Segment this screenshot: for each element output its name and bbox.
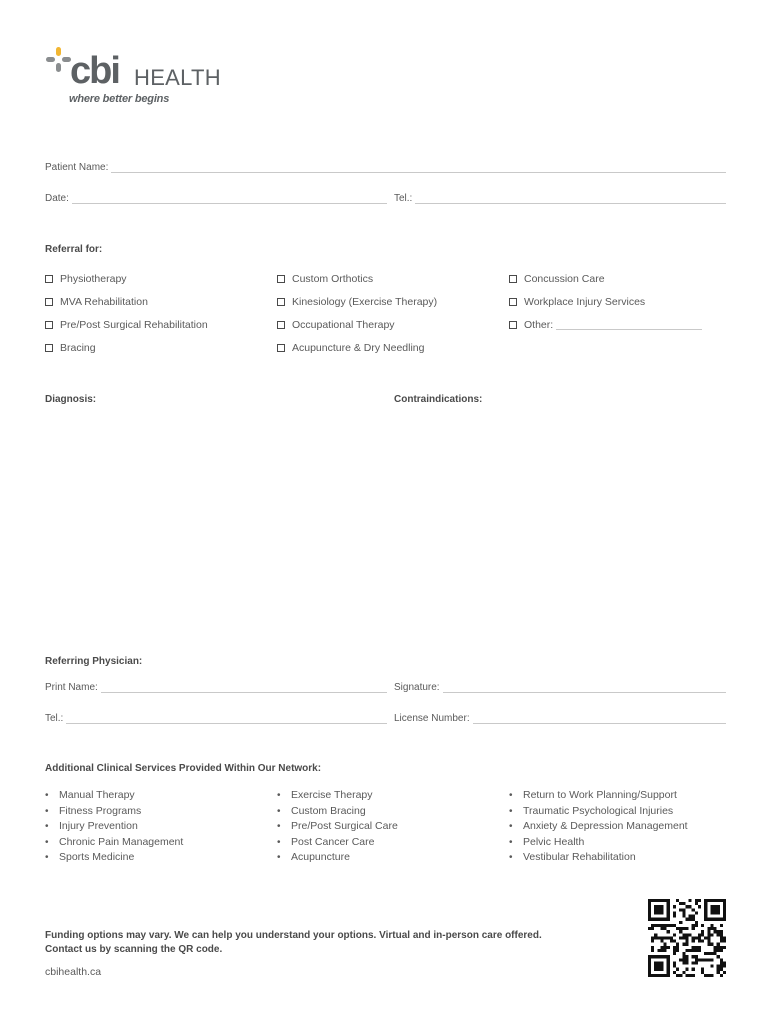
checkbox-square-icon[interactable] xyxy=(277,344,285,352)
checkbox-bracing[interactable] xyxy=(45,341,208,355)
funding-note-line-2: Contact us by scanning the QR code. xyxy=(45,944,223,955)
checkbox-square-icon[interactable] xyxy=(277,298,285,306)
signature-field[interactable] xyxy=(394,682,726,693)
patient-tel-line[interactable] xyxy=(415,195,726,204)
service-label: Anxiety & Depression Management xyxy=(523,820,688,832)
service-label: Pre/Post Surgical Care xyxy=(291,820,398,832)
contraindications-label: Contraindications: xyxy=(394,394,483,405)
checkbox-square-icon[interactable] xyxy=(45,298,53,306)
checkbox-other[interactable] xyxy=(509,318,702,332)
list-item xyxy=(509,819,688,835)
referral-column-2 xyxy=(277,272,437,355)
patient-name-field[interactable] xyxy=(45,162,726,173)
bullet-icon: • xyxy=(277,790,281,801)
referral-column-3 xyxy=(509,272,702,332)
list-item xyxy=(45,788,183,804)
list-item xyxy=(45,804,183,820)
checkbox-kinesiology[interactable] xyxy=(277,295,437,309)
date-field[interactable] xyxy=(45,193,387,204)
checkbox-square-icon[interactable] xyxy=(45,275,53,283)
checkbox-square-icon[interactable] xyxy=(509,275,517,283)
services-column-2 xyxy=(277,788,398,866)
bullet-icon: • xyxy=(45,836,49,848)
list-item xyxy=(509,788,688,804)
checkbox-label: MVA Rehabilitation xyxy=(60,296,148,308)
logo-wordmark: cbi xyxy=(70,50,119,92)
service-label: Sports Medicine xyxy=(59,851,135,863)
referral-heading: Referral for: xyxy=(45,244,103,255)
funding-note-line-1: Funding options may vary. We can help you understand your options. Virtual and in-person care offered. xyxy=(45,930,542,941)
bullet-icon: • xyxy=(277,821,281,832)
checkbox-acupuncture[interactable] xyxy=(277,341,437,355)
service-label: Return to Work Planning/Support xyxy=(523,789,677,801)
date-line[interactable] xyxy=(72,195,387,204)
license-number-label: License Number: xyxy=(394,713,470,724)
logo-tagline: where better begins xyxy=(69,93,170,105)
checkbox-label: Occupational Therapy xyxy=(292,319,395,331)
bullet-icon: • xyxy=(509,852,513,863)
checkbox-workplace-injury[interactable] xyxy=(509,295,702,309)
date-label: Date: xyxy=(45,193,69,204)
website-link[interactable]: cbihealth.ca xyxy=(45,966,102,978)
patient-name-line[interactable] xyxy=(111,164,726,173)
list-item xyxy=(277,788,398,804)
list-item xyxy=(45,850,183,866)
checkbox-label: Pre/Post Surgical Rehabilitation xyxy=(60,319,208,331)
bullet-icon: • xyxy=(509,821,513,832)
checkbox-label: Bracing xyxy=(60,342,96,354)
checkbox-square-icon[interactable] xyxy=(45,344,53,352)
list-item xyxy=(277,835,398,851)
bullet-icon: • xyxy=(509,836,513,848)
service-label: Custom Bracing xyxy=(291,804,366,817)
services-column-3 xyxy=(509,788,688,866)
patient-name-label: Patient Name: xyxy=(45,162,109,173)
list-item xyxy=(509,850,688,866)
list-item xyxy=(45,835,183,851)
license-number-field[interactable] xyxy=(394,713,726,724)
service-label: Manual Therapy xyxy=(59,789,135,801)
bullet-icon: • xyxy=(509,790,513,801)
physician-tel-line[interactable] xyxy=(66,715,387,724)
checkbox-custom-orthotics[interactable] xyxy=(277,272,437,286)
signature-line[interactable] xyxy=(443,684,726,693)
checkbox-square-icon[interactable] xyxy=(45,321,53,329)
diagnosis-label: Diagnosis: xyxy=(45,394,97,405)
service-label: Acupuncture xyxy=(291,851,350,863)
bullet-icon: • xyxy=(277,852,281,863)
bullet-icon: • xyxy=(45,805,49,817)
contraindications-area[interactable] xyxy=(394,410,724,640)
physician-tel-field[interactable] xyxy=(45,713,387,724)
checkbox-label: Concussion Care xyxy=(524,273,605,285)
referral-column-1 xyxy=(45,272,208,355)
checkbox-physiotherapy[interactable] xyxy=(45,272,208,286)
list-item xyxy=(509,835,688,851)
physician-heading: Referring Physician: xyxy=(45,656,143,667)
print-name-line[interactable] xyxy=(101,684,387,693)
checkbox-mva-rehabilitation[interactable] xyxy=(45,295,208,309)
checkbox-label: Other: xyxy=(524,319,554,331)
list-item xyxy=(277,804,398,820)
bullet-icon: • xyxy=(277,805,281,817)
service-label: Exercise Therapy xyxy=(291,789,373,801)
checkbox-occupational-therapy[interactable] xyxy=(277,318,437,332)
patient-tel-label: Tel.: xyxy=(394,193,413,204)
diagnosis-area[interactable] xyxy=(45,410,375,640)
service-label: Injury Prevention xyxy=(59,820,138,832)
checkbox-surgical-rehabilitation[interactable] xyxy=(45,318,208,332)
list-item xyxy=(277,850,398,866)
checkbox-square-icon[interactable] xyxy=(277,321,285,329)
checkbox-label: Kinesiology (Exercise Therapy) xyxy=(292,296,438,308)
service-label: Pelvic Health xyxy=(523,835,585,848)
service-label: Post Cancer Care xyxy=(291,835,375,848)
service-label: Vestibular Rehabilitation xyxy=(523,851,636,863)
list-item xyxy=(45,819,183,835)
service-label: Traumatic Psychological Injuries xyxy=(523,804,674,817)
services-heading: Additional Clinical Services Provided Within Our Network: xyxy=(45,763,322,774)
service-label: Fitness Programs xyxy=(59,804,142,817)
cross-mark-icon xyxy=(45,46,73,74)
checkbox-square-icon[interactable] xyxy=(509,321,517,329)
bullet-icon: • xyxy=(277,836,281,848)
bullet-icon: • xyxy=(45,852,49,863)
checkbox-square-icon[interactable] xyxy=(277,275,285,283)
checkbox-label: Physiotherapy xyxy=(60,273,127,285)
services-column-1 xyxy=(45,788,183,866)
list-item xyxy=(509,804,688,820)
license-number-line[interactable] xyxy=(473,715,726,724)
print-name-field[interactable] xyxy=(45,682,387,693)
checkbox-label: Acupuncture & Dry Needling xyxy=(292,342,425,354)
service-label: Chronic Pain Management xyxy=(59,835,184,848)
physician-tel-label: Tel.: xyxy=(45,713,64,724)
other-line[interactable] xyxy=(556,320,702,330)
checkbox-label: Custom Orthotics xyxy=(292,273,374,285)
bullet-icon: • xyxy=(45,821,49,832)
checkbox-square-icon[interactable] xyxy=(509,298,517,306)
signature-label: Signature: xyxy=(394,682,440,693)
checkbox-concussion-care[interactable] xyxy=(509,272,702,286)
logo-health-text: HEALTH xyxy=(134,65,221,90)
bullet-icon: • xyxy=(509,805,513,817)
checkbox-label: Workplace Injury Services xyxy=(524,296,646,308)
qr-code-icon[interactable] xyxy=(648,899,726,977)
list-item xyxy=(277,819,398,835)
bullet-icon: • xyxy=(45,790,49,801)
funding-note xyxy=(45,929,605,957)
print-name-label: Print Name: xyxy=(45,682,98,693)
patient-tel-field[interactable] xyxy=(394,193,726,204)
